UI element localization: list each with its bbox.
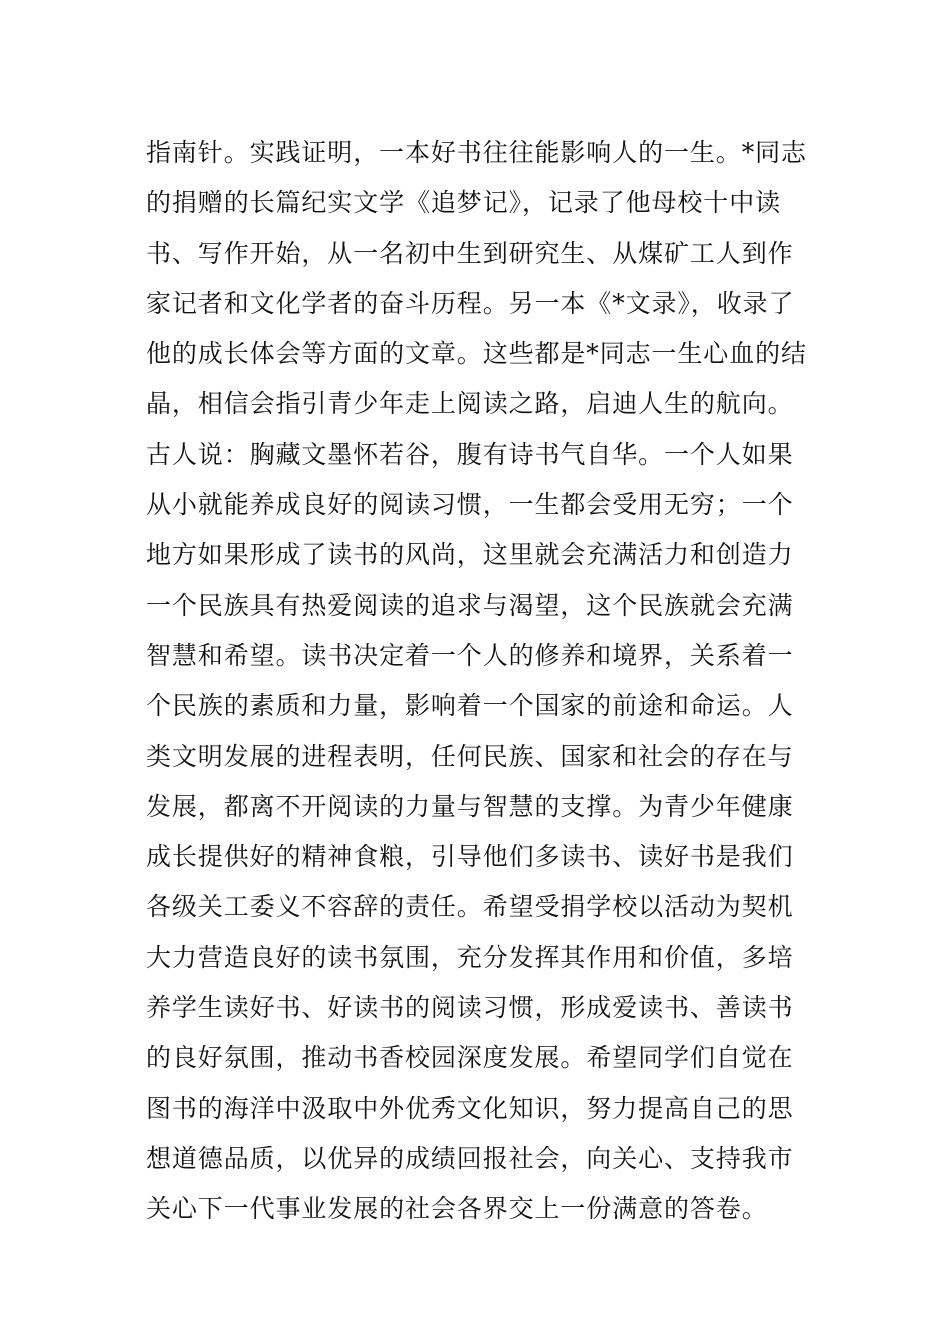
text-line: 书、写作开始，从一名初中生到研究生、从煤矿工人到作	[146, 238, 794, 268]
text-line: 地方如果形成了读书的风尚，这里就会充满活力和创造力	[146, 540, 794, 570]
text-line: 他的成长体会等方面的文章。这些都是*同志一生心血的结	[146, 339, 807, 369]
text-line: 家记者和文化学者的奋斗历程。另一本《*文录》，收录了	[146, 288, 795, 318]
text-line: 古人说：胸藏文墨怀若谷，腹有诗书气自华。一个人如果	[146, 439, 794, 469]
text-line: 养学生读好书、好读书的阅读习惯，形成爱读书、善读书	[146, 993, 794, 1023]
text-line: 一个民族具有热爱阅读的追求与渴望，这个民族就会充满	[146, 590, 794, 620]
text-line: 类文明发展的进程表明，任何民族、国家和社会的存在与	[146, 741, 794, 771]
text-line: 想道德品质，以优异的成绩回报社会，向关心、支持我市	[146, 1143, 794, 1173]
text-line: 个民族的素质和力量，影响着一个国家的前途和命运。人	[146, 691, 794, 721]
text-line: 智慧和希望。读书决定着一个人的修养和境界，关系着一	[146, 640, 794, 670]
text-line: 发展，都离不开阅读的力量与智慧的支撑。为青少年健康	[146, 791, 794, 821]
text-line: 关心下一代事业发展的社会各界交上一份满意的答卷。	[146, 1194, 768, 1224]
text-line: 图书的海洋中汲取中外优秀文化知识，努力提高自己的思	[146, 1093, 794, 1123]
text-line: 晶，相信会指引青少年走上阅读之路，启迪人生的航向。	[146, 389, 794, 419]
text-line: 各级关工委义不容辞的责任。希望受捐学校以活动为契机	[146, 892, 794, 922]
text-line: 的良好氛围，推动书香校园深度发展。希望同学们自觉在	[146, 1043, 794, 1073]
text-line: 从小就能养成良好的阅读习惯，一生都会受用无穷；一个	[146, 490, 794, 520]
body-text	[146, 128, 816, 1235]
text-line: 大力营造良好的读书氛围，充分发挥其作用和价值，多培	[146, 942, 794, 972]
text-line: 指南针。实践证明，一本好书往往能影响人的一生。*同志	[146, 138, 807, 167]
text-line: 的捐赠的长篇纪实文学《追梦记》，记录了他母校十中读	[146, 188, 782, 218]
text-line: 成长提供好的精神食粮，引导他们多读书、读好书是我们	[146, 842, 794, 872]
